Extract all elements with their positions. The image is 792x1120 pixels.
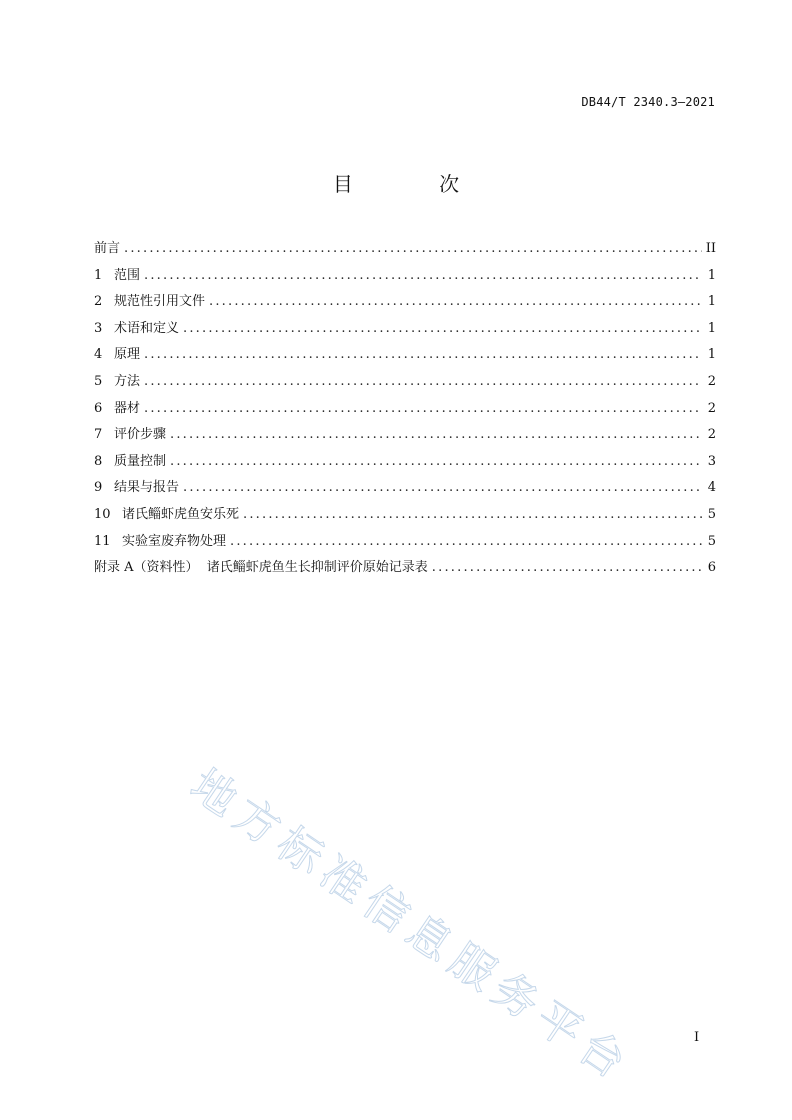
toc-entry-text: 术语和定义 bbox=[114, 320, 180, 336]
toc-entry-3[interactable] bbox=[94, 316, 716, 343]
toc-leader-dots bbox=[144, 369, 702, 396]
toc-entry-page: 1 bbox=[707, 320, 716, 336]
toc-leader-dots bbox=[170, 449, 702, 476]
toc-entry-label bbox=[94, 422, 166, 449]
toc-entry-text: 质量控制 bbox=[114, 453, 167, 469]
toc-entry-text: 规范性引用文件 bbox=[114, 294, 206, 310]
toc-entry-label bbox=[94, 396, 140, 423]
toc-entry-10[interactable] bbox=[94, 502, 716, 529]
toc-entry-page: II bbox=[705, 241, 716, 256]
toc-leader-dots bbox=[144, 396, 702, 423]
toc-entry-text: 范围 bbox=[114, 267, 141, 283]
toc-entry-number: 9 bbox=[94, 480, 103, 496]
toc-leader-dots bbox=[230, 529, 702, 556]
table-of-contents bbox=[94, 236, 716, 582]
toc-entry-label: 前言 bbox=[94, 241, 121, 256]
toc-entry-page: 1 bbox=[707, 294, 716, 310]
page-number: I bbox=[694, 1030, 700, 1045]
toc-entry-page: 6 bbox=[707, 560, 716, 576]
toc-entry-4[interactable] bbox=[94, 342, 716, 369]
toc-entry-7[interactable] bbox=[94, 422, 716, 449]
toc-entry-page: 2 bbox=[707, 373, 716, 389]
toc-entry-number: 1 bbox=[94, 267, 103, 283]
watermark: 地方标准信息服务平台 bbox=[181, 759, 641, 1093]
toc-entry-label bbox=[94, 449, 166, 476]
toc-entry-page: 2 bbox=[707, 427, 716, 443]
toc-entry-number: 3 bbox=[94, 320, 103, 336]
page-title: 目 次 bbox=[332, 172, 500, 196]
toc-entry-page: 1 bbox=[707, 267, 716, 283]
toc-entry-label bbox=[94, 475, 179, 502]
toc-entry-number: 2 bbox=[94, 294, 103, 310]
toc-entry-number: 5 bbox=[94, 373, 103, 389]
toc-leader-dots bbox=[144, 342, 702, 369]
toc-entry-9[interactable] bbox=[94, 475, 716, 502]
toc-leader-dots bbox=[170, 422, 702, 449]
toc-entry-text: 诸氏鲻虾虎鱼安乐死 bbox=[122, 506, 240, 522]
toc-leader-dots bbox=[183, 475, 702, 502]
toc-entry-page: 5 bbox=[707, 506, 716, 522]
toc-leader-dots bbox=[243, 502, 702, 529]
toc-entry-8[interactable] bbox=[94, 449, 716, 476]
toc-entry-6[interactable] bbox=[94, 396, 716, 423]
toc-leader-dots bbox=[124, 236, 702, 263]
toc-entry-1[interactable] bbox=[94, 263, 716, 290]
toc-entry-number: 7 bbox=[94, 427, 103, 443]
toc-entry-2[interactable] bbox=[94, 289, 716, 316]
toc-entry-11[interactable] bbox=[94, 529, 716, 556]
toc-entry-text: 结果与报告 bbox=[114, 480, 180, 496]
toc-entry-5[interactable] bbox=[94, 369, 716, 396]
toc-entry-page: 2 bbox=[707, 400, 716, 416]
toc-entry-text: 实验室废弃物处理 bbox=[122, 533, 227, 549]
toc-entry-label: 附录 A（资料性） 诸氏鲻虾虎鱼生长抑制评价原始记录表 bbox=[94, 560, 428, 576]
toc-leader-dots bbox=[144, 263, 702, 290]
toc-entry-appendix-a[interactable] bbox=[94, 555, 716, 582]
toc-entry-label bbox=[94, 369, 140, 396]
toc-entry-number: 11 bbox=[94, 533, 111, 549]
toc-entry-number: 8 bbox=[94, 453, 103, 469]
toc-leader-dots bbox=[432, 555, 702, 582]
toc-entry-number: 10 bbox=[94, 506, 111, 522]
toc-entry-label bbox=[94, 529, 226, 556]
toc-entry-label bbox=[94, 342, 140, 369]
toc-entry-page: 1 bbox=[707, 347, 716, 363]
toc-entry-page: 5 bbox=[707, 533, 716, 549]
toc-entry-number: 4 bbox=[94, 347, 103, 363]
toc-entry-label bbox=[94, 263, 140, 290]
toc-entry-text: 原理 bbox=[114, 347, 141, 363]
toc-leader-dots bbox=[183, 316, 702, 343]
toc-entry-foreword[interactable] bbox=[94, 236, 716, 263]
toc-entry-number: 6 bbox=[94, 400, 103, 416]
toc-entry-page: 4 bbox=[707, 480, 716, 496]
toc-entry-label bbox=[94, 316, 179, 343]
toc-entry-text: 评价步骤 bbox=[114, 427, 167, 443]
toc-entry-text: 器材 bbox=[114, 400, 141, 416]
toc-entry-label bbox=[94, 289, 205, 316]
toc-entry-text: 方法 bbox=[114, 373, 141, 389]
document-code: DB44/T 2340.3—2021 bbox=[581, 95, 715, 109]
toc-entry-page: 3 bbox=[707, 453, 716, 469]
toc-entry-label bbox=[94, 502, 239, 529]
toc-leader-dots bbox=[209, 289, 702, 316]
